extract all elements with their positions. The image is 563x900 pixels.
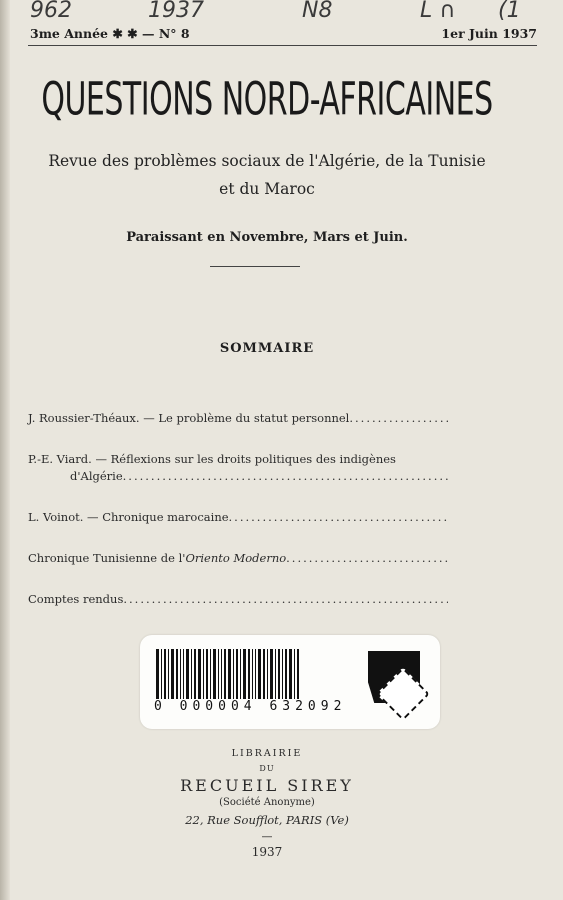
handwritten-note: 1937 <box>148 0 204 23</box>
issue-number: 3me Année ✱ ✱ — N° 8 <box>30 26 190 41</box>
toc-entry <box>28 591 448 608</box>
barcode-bar <box>255 649 256 699</box>
publisher-type: (Société Anonyme) <box>219 797 315 808</box>
journal-subtitle <box>28 147 506 203</box>
handwritten-note: N8 <box>302 0 333 23</box>
publisher-name: RECUEIL SIREY <box>180 776 354 795</box>
barcode-bar <box>164 649 166 699</box>
barcode-bar <box>243 649 246 699</box>
toc-entry-text: d'Algérie <box>70 469 123 483</box>
barcode-bar <box>180 649 181 699</box>
journal-title: QUESTIONS NORD-AFRICAINES <box>41 74 493 127</box>
publication-frequency: Paraissant en Novembre, Mars et Juin. <box>126 230 408 245</box>
publisher-du: DU <box>259 764 275 773</box>
barcode-bar <box>218 649 219 699</box>
barcode-bar <box>282 649 283 699</box>
issue-info <box>30 26 537 41</box>
journal-cover-page <box>10 0 563 900</box>
toc-entry <box>28 451 448 485</box>
publisher-dash: — <box>261 830 273 843</box>
toc-entry <box>28 550 448 567</box>
issue-date: 1er Juin 1937 <box>441 26 537 41</box>
barcode-bar <box>228 649 231 699</box>
barcode-bar <box>285 649 287 699</box>
barcode-bar <box>270 649 273 699</box>
toc-entry-text: P.-E. Viard. — Réflexions sur les droits politiques des indigènes <box>28 452 396 466</box>
publication-year: 1937 <box>251 845 283 859</box>
barcode-bar <box>198 649 201 699</box>
toc-entry-text: L. Voinot. — Chronique marocaine <box>28 510 229 524</box>
subtitle-line: Revue des problèmes sociaux de l'Algérie, de la Tunisie <box>48 152 486 170</box>
barcode-bar <box>258 649 261 699</box>
barcode-bar <box>278 649 280 699</box>
toc-entry-text: J. Roussier-Théaux. — Le problème du statut personnel <box>28 411 350 425</box>
publisher-label: LIBRAIRIE <box>231 748 303 759</box>
barcode-bar <box>186 649 189 699</box>
barcode-bar <box>171 649 174 699</box>
barcode-bar <box>213 649 216 699</box>
toc-entry <box>28 509 448 526</box>
barcode-bar <box>203 649 204 699</box>
barcode-bar <box>168 649 169 699</box>
barcode-bar <box>221 649 222 699</box>
barcode-bar <box>236 649 238 699</box>
barcode-bar <box>176 649 178 699</box>
barcode-bar <box>294 649 295 699</box>
handwritten-note: 962 <box>30 0 72 23</box>
divider <box>210 266 300 267</box>
barcode-bar <box>248 649 250 699</box>
barcode-bar <box>275 649 276 699</box>
barcode-bar <box>263 649 265 699</box>
barcode-bar <box>206 649 208 699</box>
barcode-bar <box>289 649 292 699</box>
publisher-address: 22, Rue Soufflot, PARIS (Ve) <box>185 813 349 827</box>
barcode-bar <box>240 649 241 699</box>
barcode-bar <box>191 649 192 699</box>
barcode-bar <box>183 649 184 699</box>
barcode-digits: 0 000004 632092 <box>154 699 347 714</box>
barcode-bar <box>161 649 162 699</box>
barcode-bar <box>267 649 268 699</box>
header-rule <box>28 45 537 46</box>
handwritten-note: L ∩ <box>420 0 456 23</box>
book-spine-edge <box>0 0 10 900</box>
barcode-bar <box>224 649 226 699</box>
subtitle-line: et du Maroc <box>219 180 315 198</box>
barcode-icon <box>156 649 370 699</box>
barcode-bar <box>156 649 159 699</box>
toc-entry-text: Chronique Tunisienne de l' <box>28 551 186 565</box>
toc-entry-italic: Oriento Moderno <box>185 551 287 565</box>
toc-entry-text: Comptes rendus <box>28 592 124 606</box>
barcode-bar <box>252 649 253 699</box>
barcode-bar <box>233 649 234 699</box>
library-barcode-label <box>140 635 440 729</box>
barcode-bar <box>297 649 299 699</box>
toc-entry <box>28 410 448 427</box>
barcode-bar <box>194 649 196 699</box>
contents-heading: SOMMAIRE <box>219 341 315 356</box>
barcode-bar <box>210 649 211 699</box>
handwritten-note: (1 <box>498 0 521 23</box>
